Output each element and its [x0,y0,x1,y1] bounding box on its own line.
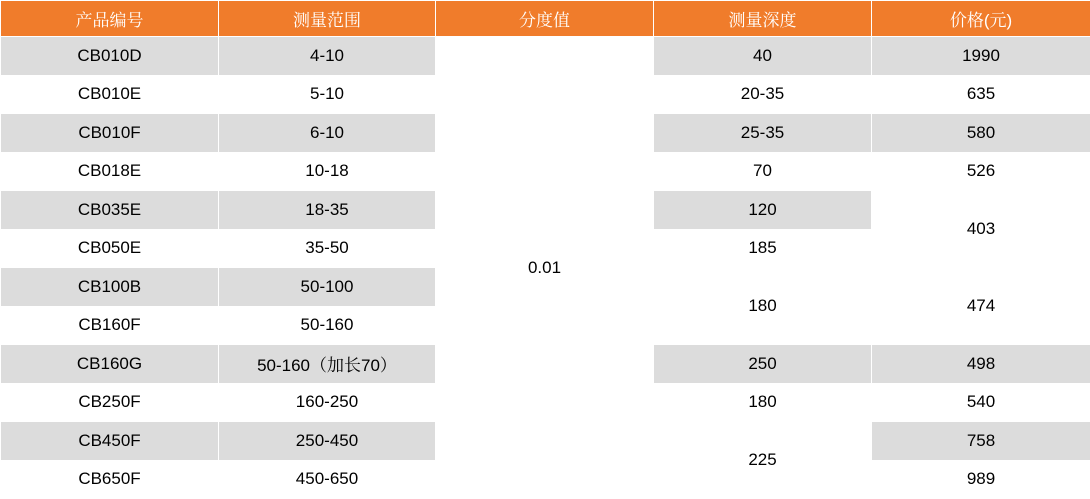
cell-price: 403 [872,191,1090,268]
column-header-graduation: 分度值 [436,1,654,37]
cell-product-code: CB018E [1,152,219,191]
cell-measuring-range: 250-450 [219,422,436,461]
cell-product-code: CB035E [1,191,219,230]
cell-price: 526 [872,152,1090,191]
cell-measuring-range: 6-10 [219,114,436,153]
cell-measuring-range: 10-18 [219,152,436,191]
cell-measuring-range: 35-50 [219,229,436,268]
cell-measuring-depth: 250 [654,345,872,384]
cell-price: 498 [872,345,1090,384]
cell-price: 635 [872,75,1090,114]
cell-price: 540 [872,383,1090,422]
cell-measuring-range: 160-250 [219,383,436,422]
cell-measuring-depth: 180 [654,383,872,422]
column-header-measuring-depth: 测量深度 [654,1,872,37]
cell-measuring-range: 5-10 [219,75,436,114]
cell-measuring-range: 50-160 [219,306,436,345]
cell-measuring-depth: 20-35 [654,75,872,114]
cell-measuring-range: 50-160（加长70） [219,345,436,384]
cell-measuring-depth: 40 [654,37,872,76]
cell-measuring-depth: 225 [654,422,872,499]
cell-product-code: CB100B [1,268,219,307]
cell-product-code: CB010E [1,75,219,114]
cell-measuring-range: 18-35 [219,191,436,230]
column-header-price: 价格(元) [872,1,1090,37]
cell-price: 1990 [872,37,1090,76]
cell-measuring-range: 450-650 [219,460,436,499]
cell-product-code: CB010F [1,114,219,153]
cell-product-code: CB250F [1,383,219,422]
cell-measuring-depth: 25-35 [654,114,872,153]
cell-measuring-depth: 70 [654,152,872,191]
cell-price: 758 [872,422,1090,461]
cell-product-code: CB450F [1,422,219,461]
cell-graduation-value: 0.01 [436,37,654,499]
cell-measuring-range: 4-10 [219,37,436,76]
cell-measuring-range: 50-100 [219,268,436,307]
cell-price: 580 [872,114,1090,153]
cell-measuring-depth: 180 [654,268,872,345]
cell-product-code: CB050E [1,229,219,268]
table-row [1,37,1090,76]
cell-measuring-depth: 120 [654,191,872,230]
cell-price: 989 [872,460,1090,499]
cell-product-code: CB160G [1,345,219,384]
cell-product-code: CB650F [1,460,219,499]
cell-measuring-depth: 185 [654,229,872,268]
cell-price: 474 [872,268,1090,345]
column-header-measuring-range: 测量范围 [219,1,436,37]
column-header-product-code: 产品编号 [1,1,219,37]
table-header-row [1,1,1090,37]
cell-product-code: CB010D [1,37,219,76]
cell-product-code: CB160F [1,306,219,345]
